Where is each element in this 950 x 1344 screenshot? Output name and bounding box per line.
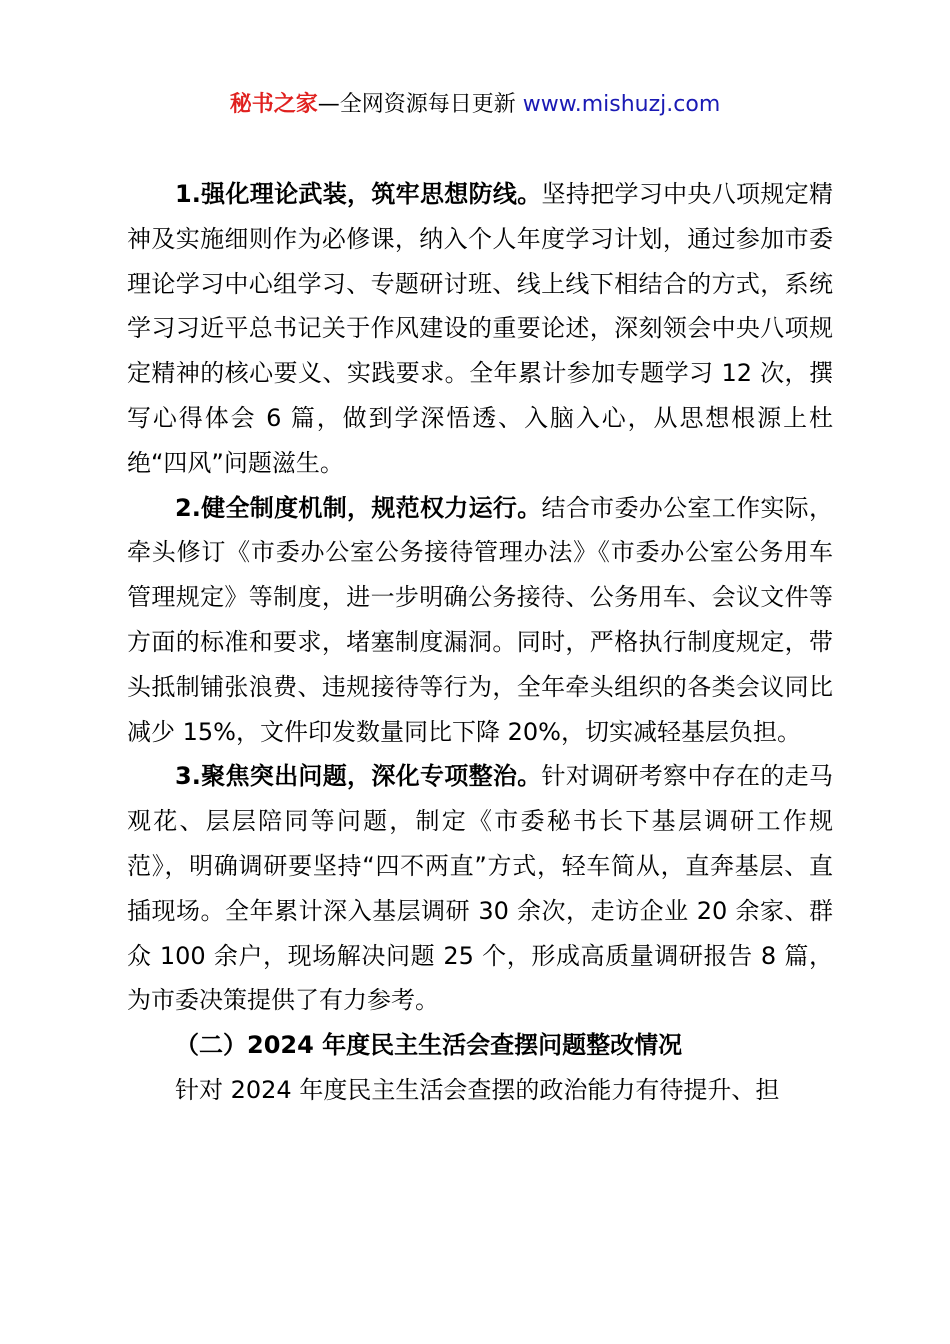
paragraph-1-text: 坚持把学习中央八项规定精神及实施细则作为必修课，纳入个人年度学习计划，通过参加市委理论学习中心组学习、专题研讨班、线上线下相结合的方式，系统学习习近平总书记关于作风建设的重要论述，深刻领会中央八项规定精神的核心要义、实践要求。全年累计参加专题学习 12 次，撰写心得体会 6 篇，做到学深悟透、入脑入心，从思想根源上杜绝“四风”问题滋生。 (127, 180, 833, 477)
section-heading: （二）2024 年度民主生活会查摆问题整改情况 (175, 1031, 683, 1060)
closing-paragraph: 针对 2024 年度民主生活会查摆的政治能力有待提升、担 (175, 1075, 780, 1104)
paragraph-1 (127, 172, 833, 486)
site-url[interactable]: www.mishuzj.com (522, 92, 721, 117)
paragraph-3-heading: 3.聚焦突出问题，深化专项整治。 (175, 762, 542, 791)
paragraph-1-heading: 1.强化理论武装，筑牢思想防线。 (175, 180, 542, 208)
paragraph-2-heading: 2.健全制度机制，规范权力运行。 (175, 493, 542, 522)
brand-name: 秘书之家 (229, 92, 318, 117)
paragraph-3-text: 针对调研考察中存在的走马观花、层层陪同等问题，制定《市委秘书长下基层调研工作规范》，明确调研要坚持“四不两直”方式，轻车简从，直奔基层、直插现场。全年累计深入基层调研 30 余次，走访企业 20 余家、群众 100 余户，现场解决问题 25 个，形成高质量调研报告 8 篇，为市委决策提供了有力参考。 (127, 762, 833, 1015)
paragraph-2 (127, 486, 833, 755)
site-header (0, 88, 950, 122)
header-tagline: —全网资源每日更新 (317, 92, 523, 117)
document-body (127, 172, 833, 1113)
paragraph-3 (127, 754, 833, 1023)
paragraph-2-text: 结合市委办公室工作实际，牵头修订《市委办公室公务接待管理办法》《市委办公室公务用车管理规定》等制度，进一步明确公务接待、公务用车、会议文件等方面的标准和要求，堵塞制度漏洞。同时，严格执行制度规定，带头抵制铺张浪费、违规接待等行为，全年牵头组织的各类会议同比减少 15%，文件印发数量同比下降 20%，切实减轻基层负担。 (127, 493, 833, 746)
